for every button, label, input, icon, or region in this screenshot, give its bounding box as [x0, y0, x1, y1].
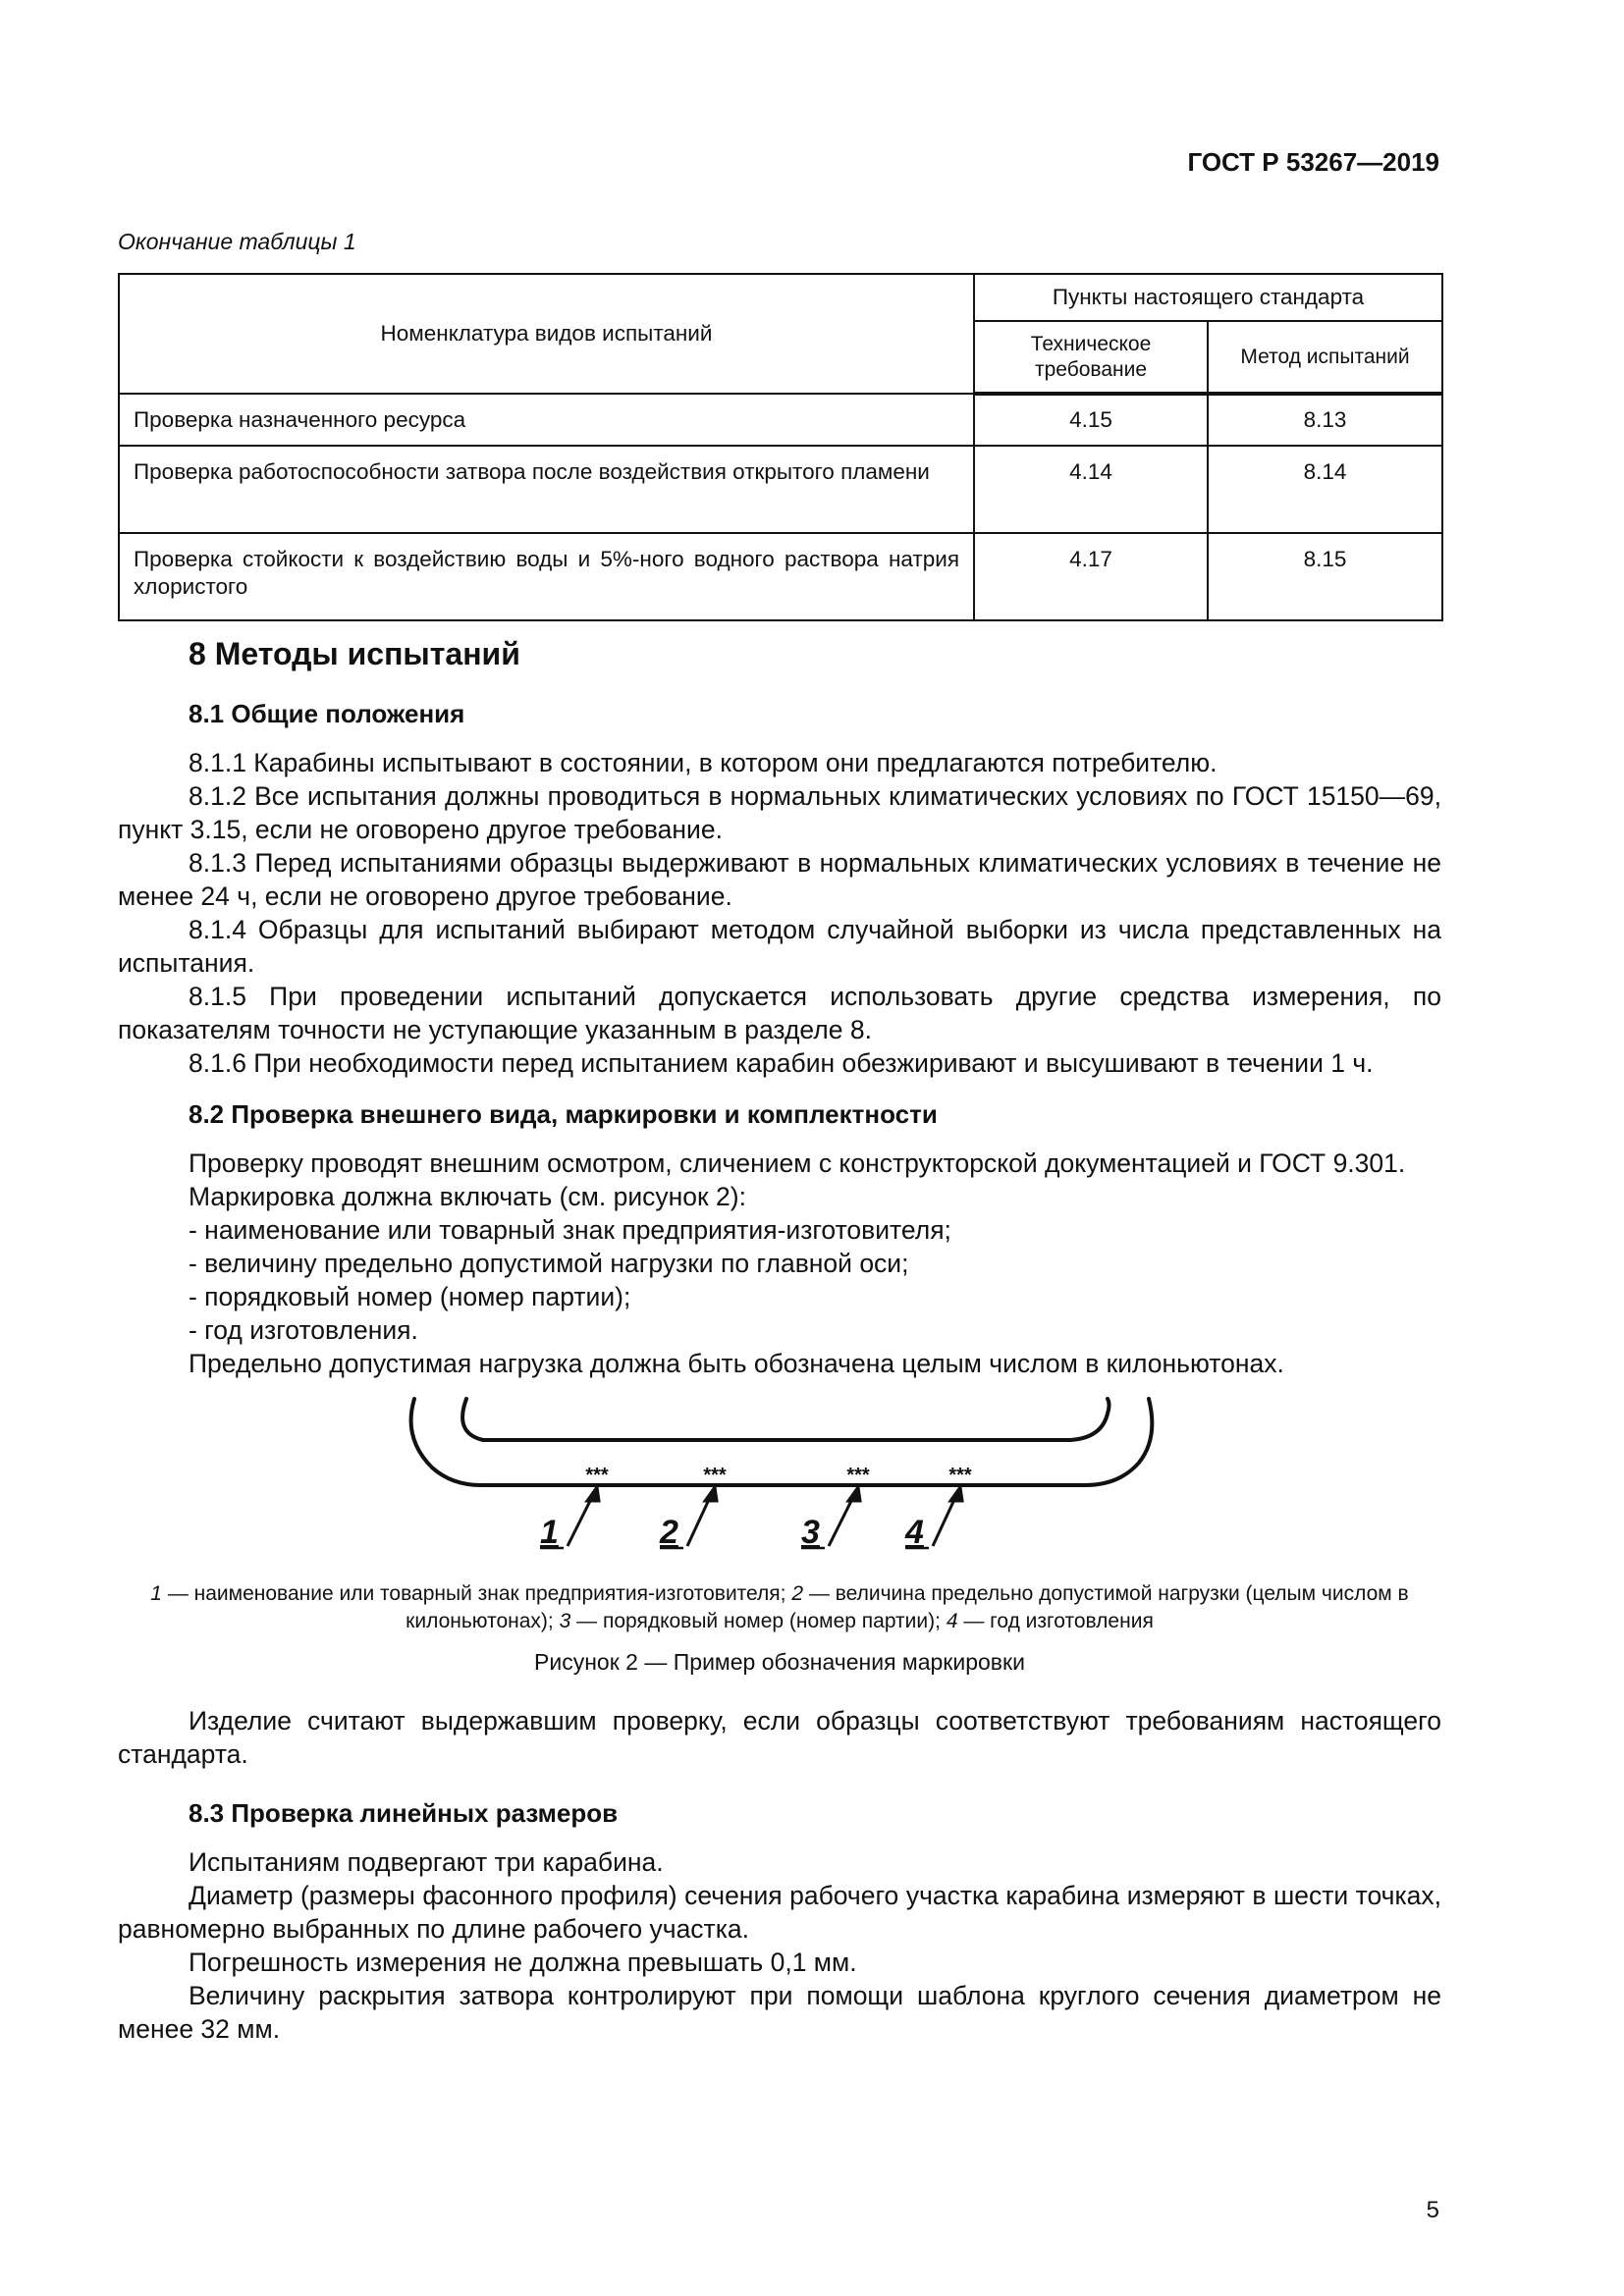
section-title: 8 Методы испытаний	[189, 636, 520, 671]
paragraph: 8.1.1 Карабины испытывают в состоянии, в котором они предлагаются потребителю.	[189, 748, 1218, 777]
label-4: 4	[905, 1514, 924, 1551]
row-name: Проверка стойкости к воздействию воды и 5%-ного водного раствора натрия хлористого	[119, 533, 974, 620]
label-3: 3	[801, 1514, 820, 1551]
paragraph: 8.1.3 Перед испытаниями образцы выдерживают в нормальных климатических условиях в течение не менее 24 ч, если не оговорено другое требование.	[118, 848, 1441, 911]
paragraph: 8.1.5 При проведении испытаний допускается использовать другие средства измерения, по показателям точности не уступающие указанным в разделе 8.	[118, 982, 1441, 1044]
mark-1: ***	[585, 1465, 609, 1486]
subsection-title-8-1: 8.1 Общие положения	[189, 699, 465, 728]
mark-4: ***	[948, 1465, 972, 1486]
header-clauses: Пункты настоящего стандарта	[974, 274, 1442, 321]
legend-text: — год изготовления	[957, 1610, 1154, 1632]
list-item: - порядковый номер (номер партии);	[189, 1282, 631, 1311]
figure-legend	[118, 1580, 1441, 1635]
subsection-title-8-3: 8.3 Проверка линейных размеров	[189, 1798, 619, 1828]
list-item: - наименование или товарный знак предприятия-изготовителя;	[189, 1215, 951, 1245]
arrow-icon	[848, 1487, 860, 1501]
paragraph: Величину раскрытия затвора контролируют при помощи шаблона круглого сечения диаметром не менее 32 мм.	[118, 1981, 1441, 2044]
paragraph: Диаметр (размеры фасонного профиля) сечения рабочего участка карабина измеряют в шести точках, равномерно выбранных по длине рабочего участка.	[118, 1881, 1441, 1944]
legend-num: 1	[150, 1582, 162, 1605]
paragraph: Предельно допустимая нагрузка должна быть обозначена целым числом в килоньютонах.	[189, 1349, 1284, 1378]
row-name: Проверка работоспособности затвора после воздействия открытого пламени	[119, 446, 974, 533]
subsection-title-8-2: 8.2 Проверка внешнего вида, маркировки и комплектности	[189, 1099, 938, 1129]
section-8-3-body	[118, 1845, 1441, 2046]
marking-figure	[403, 1389, 1168, 1566]
row-name: Проверка назначенного ресурса	[119, 394, 974, 446]
legend-text: — наименование или товарный знак предприятия-изготовителя;	[161, 1582, 792, 1605]
paragraph: Маркировка должна включать (см. рисунок 2):	[189, 1182, 746, 1211]
legend-num: 3	[559, 1610, 571, 1632]
document-id: ГОСТ Р 53267—2019	[1187, 147, 1439, 177]
legend-num: 2	[791, 1582, 804, 1605]
legend-num: 4	[946, 1610, 958, 1632]
paragraph: 8.1.2 Все испытания должны проводиться в нормальных климатических условиях по ГОСТ 15150—69, пункт 3.15, если не оговорено другое требование.	[118, 781, 1441, 844]
paragraph: Изделие считают выдержавшим проверку, если образцы соответствуют требованиям настоящего стандарта.	[118, 1706, 1441, 1769]
mark-2: ***	[703, 1465, 727, 1486]
page-number: 5	[1426, 2197, 1439, 2223]
mark-3: ***	[846, 1465, 870, 1486]
label-1: 1	[540, 1514, 559, 1551]
section-8-1-body	[118, 746, 1441, 1080]
header-nomenclature: Номенклатура видов испытаний	[119, 274, 974, 394]
section-8-2-conclusion	[118, 1704, 1441, 1771]
paragraph: Испытаниям подвергают три карабина.	[189, 1847, 664, 1877]
row-req: 4.14	[974, 446, 1208, 533]
carabiner-outline-icon	[411, 1399, 1153, 1485]
row-req: 4.17	[974, 533, 1208, 620]
row-req: 4.15	[974, 394, 1208, 446]
legend-text: — порядковый номер (номер партии);	[570, 1610, 947, 1632]
tests-table	[118, 273, 1443, 621]
row-method: 8.13	[1208, 394, 1442, 446]
header-requirement: Техническое требование	[974, 321, 1208, 394]
paragraph: Погрешность измерения не должна превышать 0,1 мм.	[189, 1948, 857, 1977]
paragraph: 8.1.6 При необходимости перед испытанием карабин обезжиривают и высушивают в течении 1 ч.	[189, 1048, 1374, 1078]
figure-caption: Рисунок 2 — Пример обозначения маркировки	[534, 1649, 1025, 1675]
row-method: 8.14	[1208, 446, 1442, 533]
arrow-icon	[587, 1487, 599, 1501]
arrow-icon	[705, 1487, 717, 1501]
table-row	[119, 446, 1442, 533]
legend-text: — величина предельно допустимой нагрузки (целым числом в килоньютонах);	[406, 1582, 1409, 1632]
table-row	[119, 533, 1442, 620]
arrow-icon	[950, 1487, 962, 1501]
header-method: Метод испытаний	[1208, 321, 1442, 394]
list-item: - год изготовления.	[189, 1315, 418, 1345]
paragraph: 8.1.4 Образцы для испытаний выбирают методом случайной выборки из числа представленных на испытания.	[118, 915, 1441, 978]
table-row	[119, 394, 1442, 446]
table-caption: Окончание таблицы 1	[118, 229, 356, 254]
label-2: 2	[660, 1514, 678, 1551]
row-method: 8.15	[1208, 533, 1442, 620]
paragraph: Проверку проводят внешним осмотром, сличением с конструкторской документацией и ГОСТ 9.301.	[189, 1148, 1406, 1178]
section-8-2-body	[189, 1147, 1441, 1380]
list-item: - величину предельно допустимой нагрузки по главной оси;	[189, 1249, 909, 1278]
